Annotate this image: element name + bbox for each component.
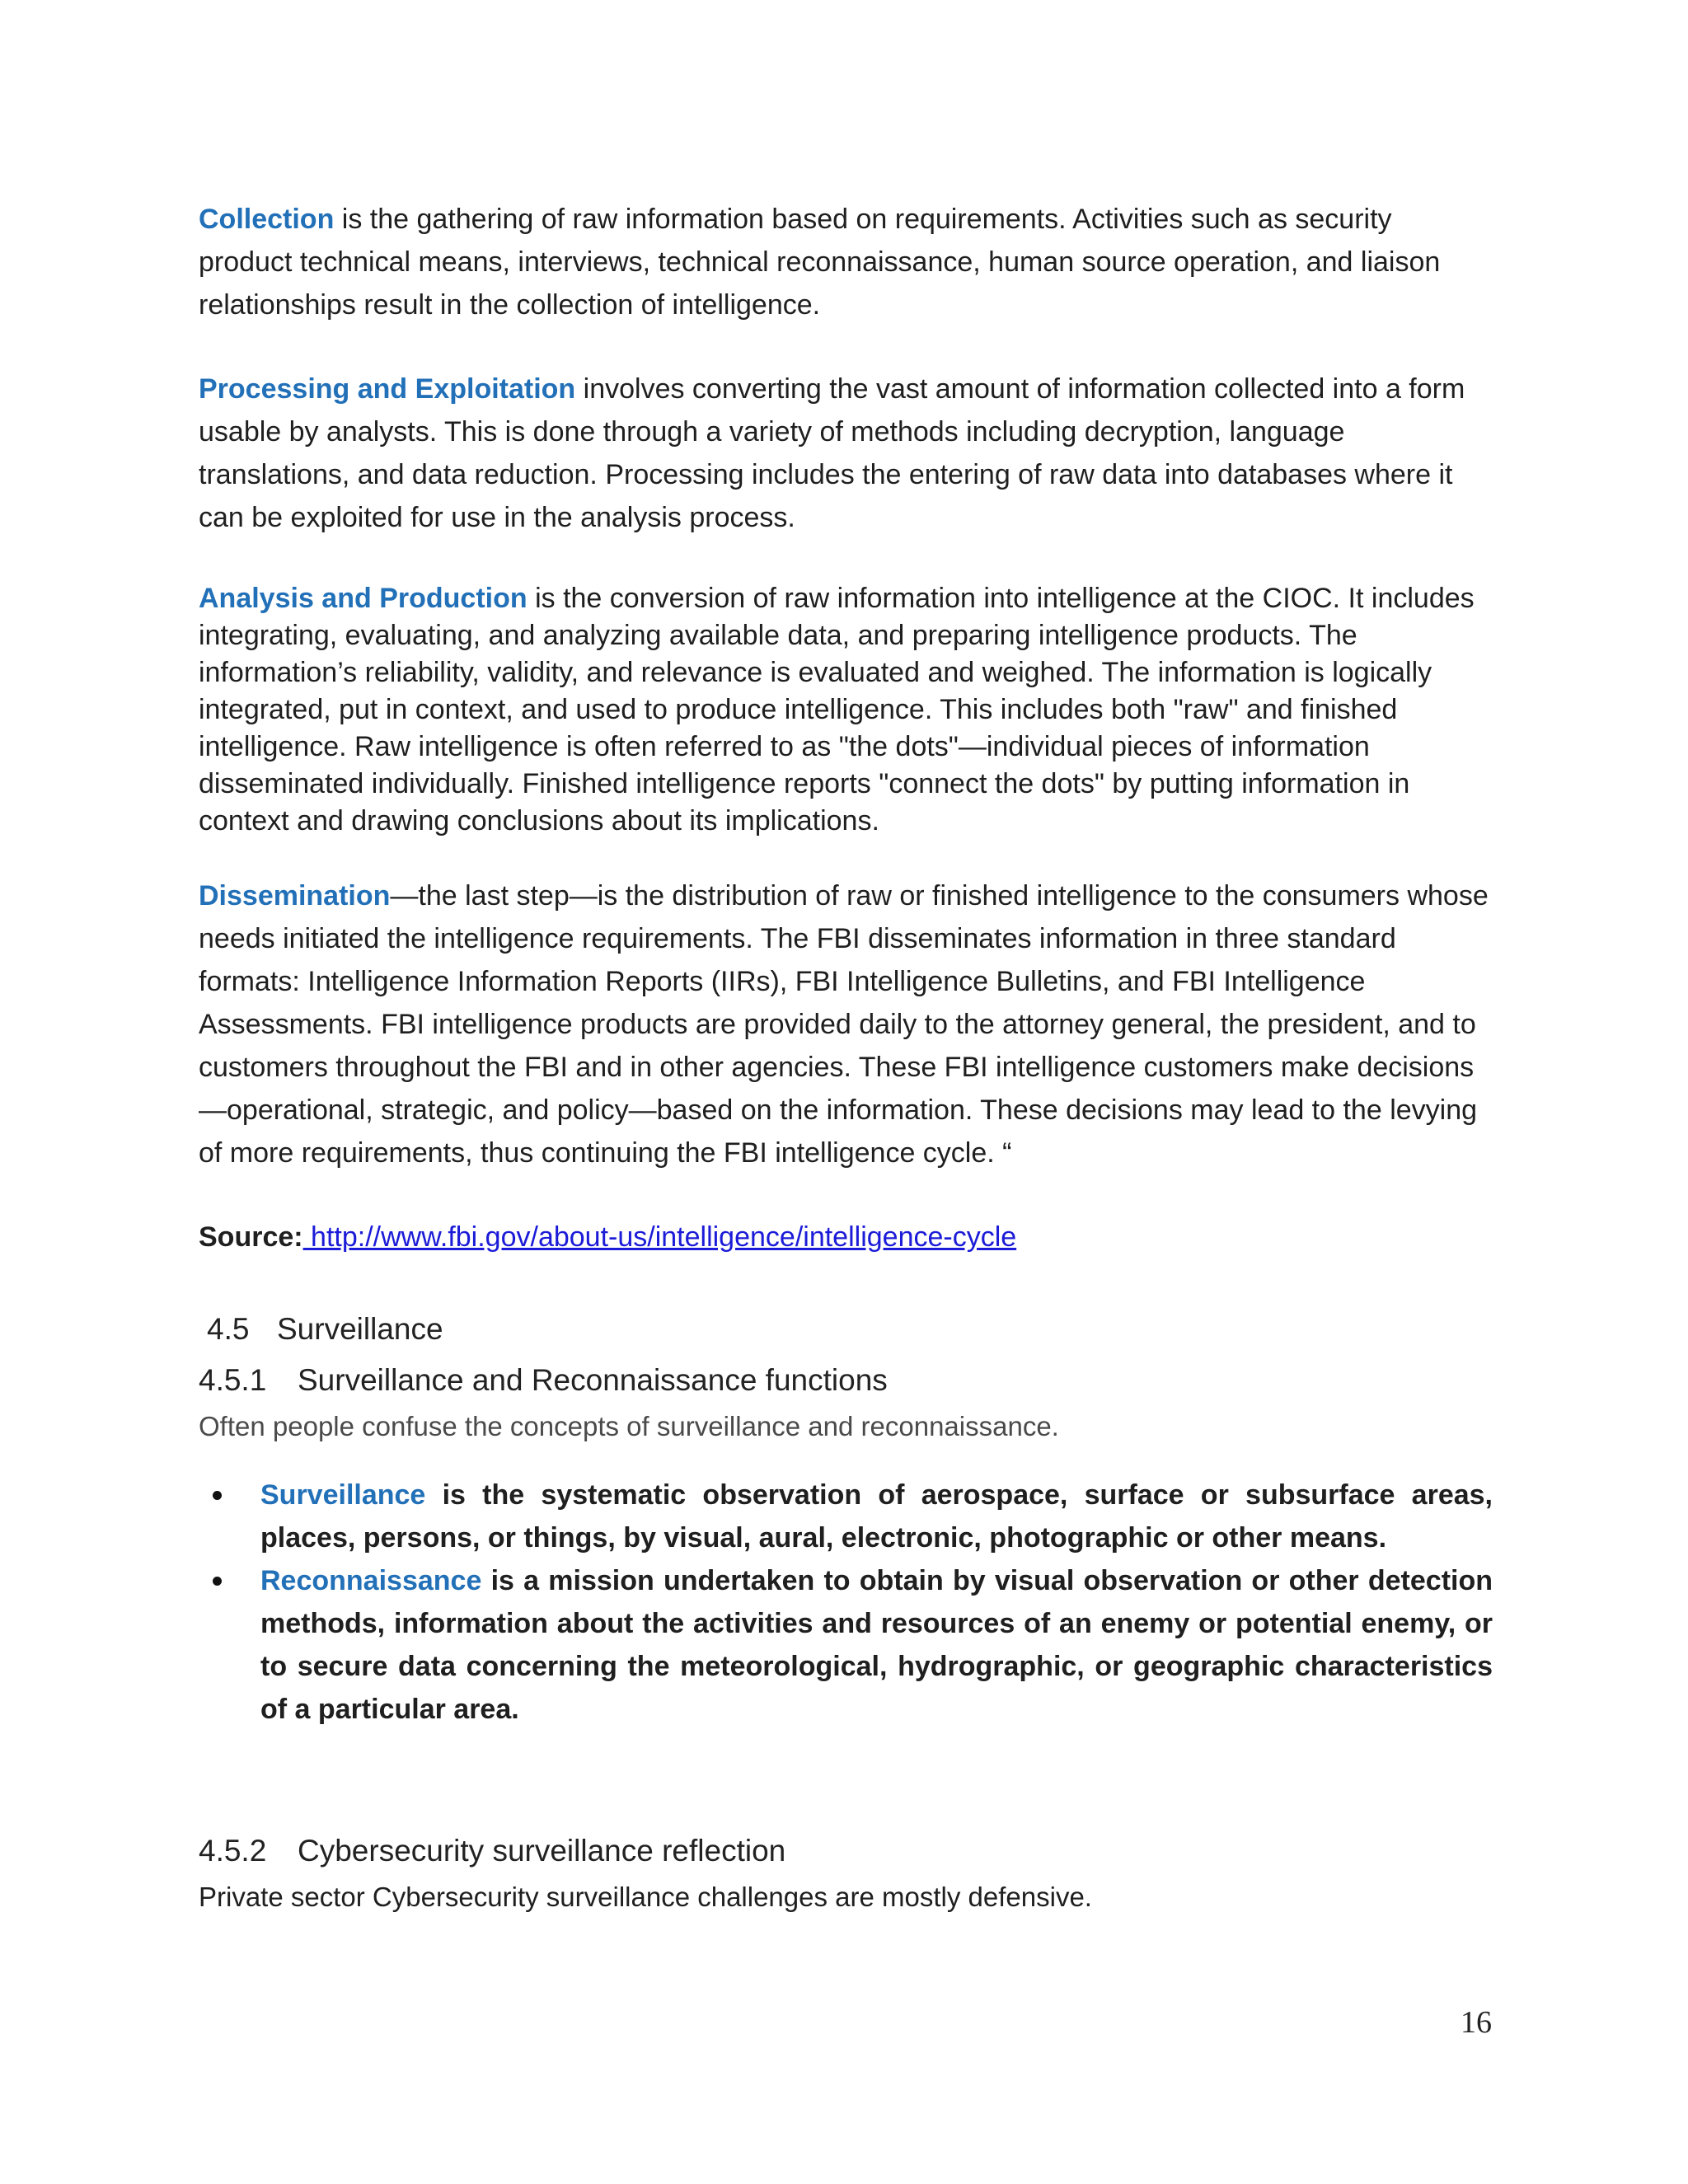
spacer bbox=[199, 1731, 1493, 1825]
processing-term: Processing and Exploitation bbox=[199, 373, 576, 405]
analysis-paragraph bbox=[199, 580, 1493, 840]
bullet-icon bbox=[213, 1577, 222, 1586]
page-number: 16 bbox=[1461, 2005, 1492, 2040]
source-label: Source: bbox=[199, 1221, 303, 1253]
section-title: Cybersecurity surveillance reflection bbox=[298, 1834, 786, 1868]
collection-text: is the gathering of raw information based on requirements. Activities such as security product technical means, interviews, technical reconnaissance, human source operation, and liaison relationships result in the collection of intelligence. bbox=[199, 204, 1441, 321]
source-line bbox=[199, 1216, 1493, 1258]
section-heading-4-5-2 bbox=[199, 1825, 1493, 1877]
section-number: 4.5.2 bbox=[199, 1834, 267, 1868]
section-intro: Often people confuse the concepts of surveillance and reconnaissance. bbox=[199, 1411, 1059, 1441]
source-link[interactable]: http://www.fbi.gov/about-us/intelligence/intelligence-cycle bbox=[302, 1221, 1017, 1253]
dissemination-text: —the last step—is the distribution of raw or finished intelligence to the consumers whose needs initiated the intelligence requirements. The FBI disseminates information in three standard formats: Intelligence Information Reports (IIRs), FBI Intelligence Bulletins, and FBI Intelligence Assessments. FBI intelligence products are provided daily to the attorney general, the president, and to customers throughout the FBI and in other agencies. These FBI intelligence customers make decisions—operational, strategic, and policy—based on the information. These decisions may lead to the levying of more requirements, thus continuing the FBI intelligence cycle. “ bbox=[199, 880, 1489, 1169]
surveillance-text: is the systematic observation of aerospace, surface or subsurface areas, places, persons, or things, by visual, aural, electronic, photographic or other means. bbox=[260, 1479, 1493, 1554]
processing-text: involves converting the vast amount of information collected into a form usable by analysts. This is done through a variety of methods including decryption, language translations, and data reduction. Processing includes the entering of raw data into databases where it can be exploited for use in the analysis process. bbox=[199, 373, 1465, 533]
spacer bbox=[199, 840, 1493, 874]
section-heading-4-5 bbox=[199, 1304, 1493, 1355]
dissemination-term: Dissemination bbox=[199, 880, 391, 912]
analysis-text: is the conversion of raw information into intelligence at the CIOC. It includes integrating, evaluating, and analyzing available data, and preparing intelligence products. The information’s reliability, validity, and relevance is evaluated and weighed. The information is logically integrated, put in context, and used to produce intelligence. This includes both "raw" and finished intelligence. Raw intelligence is often referred to as "the dots"—individual pieces of information disseminated individually. Finished intelligence reports "connect the dots" by putting information in context and drawing conclusions about its implications. bbox=[199, 583, 1475, 837]
section-intro: Private sector Cybersecurity surveillance challenges are mostly defensive. bbox=[199, 1882, 1092, 1912]
list-item bbox=[199, 1559, 1493, 1731]
collection-term: Collection bbox=[199, 204, 335, 235]
spacer bbox=[199, 1258, 1493, 1304]
definition-list bbox=[199, 1474, 1493, 1731]
section-number: 4.5.1 bbox=[199, 1363, 267, 1397]
reconnaissance-term: Reconnaissance bbox=[260, 1565, 482, 1596]
page-content bbox=[199, 198, 1493, 1918]
section-title: Surveillance and Reconnaissance functions bbox=[298, 1363, 888, 1397]
processing-paragraph bbox=[199, 368, 1493, 539]
bullet-icon bbox=[213, 1491, 222, 1500]
spacer bbox=[199, 1447, 1493, 1474]
spacer bbox=[199, 326, 1493, 368]
list-item bbox=[199, 1474, 1493, 1559]
dissemination-paragraph bbox=[199, 874, 1493, 1174]
surveillance-term: Surveillance bbox=[260, 1479, 426, 1511]
spacer bbox=[199, 539, 1493, 580]
analysis-term: Analysis and Production bbox=[199, 583, 528, 614]
spacer bbox=[199, 1174, 1493, 1216]
section-title: Surveillance bbox=[277, 1312, 443, 1346]
reconnaissance-text: is a mission undertaken to obtain by visual observation or other detection methods, information about the activities and resources of an enemy or potential enemy, or to secure data concerning the meteorological, hydrographic, or geographic characteristics of a particular area. bbox=[260, 1565, 1493, 1725]
section-number: 4.5 bbox=[207, 1312, 250, 1346]
section-heading-4-5-1 bbox=[199, 1355, 1493, 1406]
collection-paragraph bbox=[199, 198, 1493, 326]
